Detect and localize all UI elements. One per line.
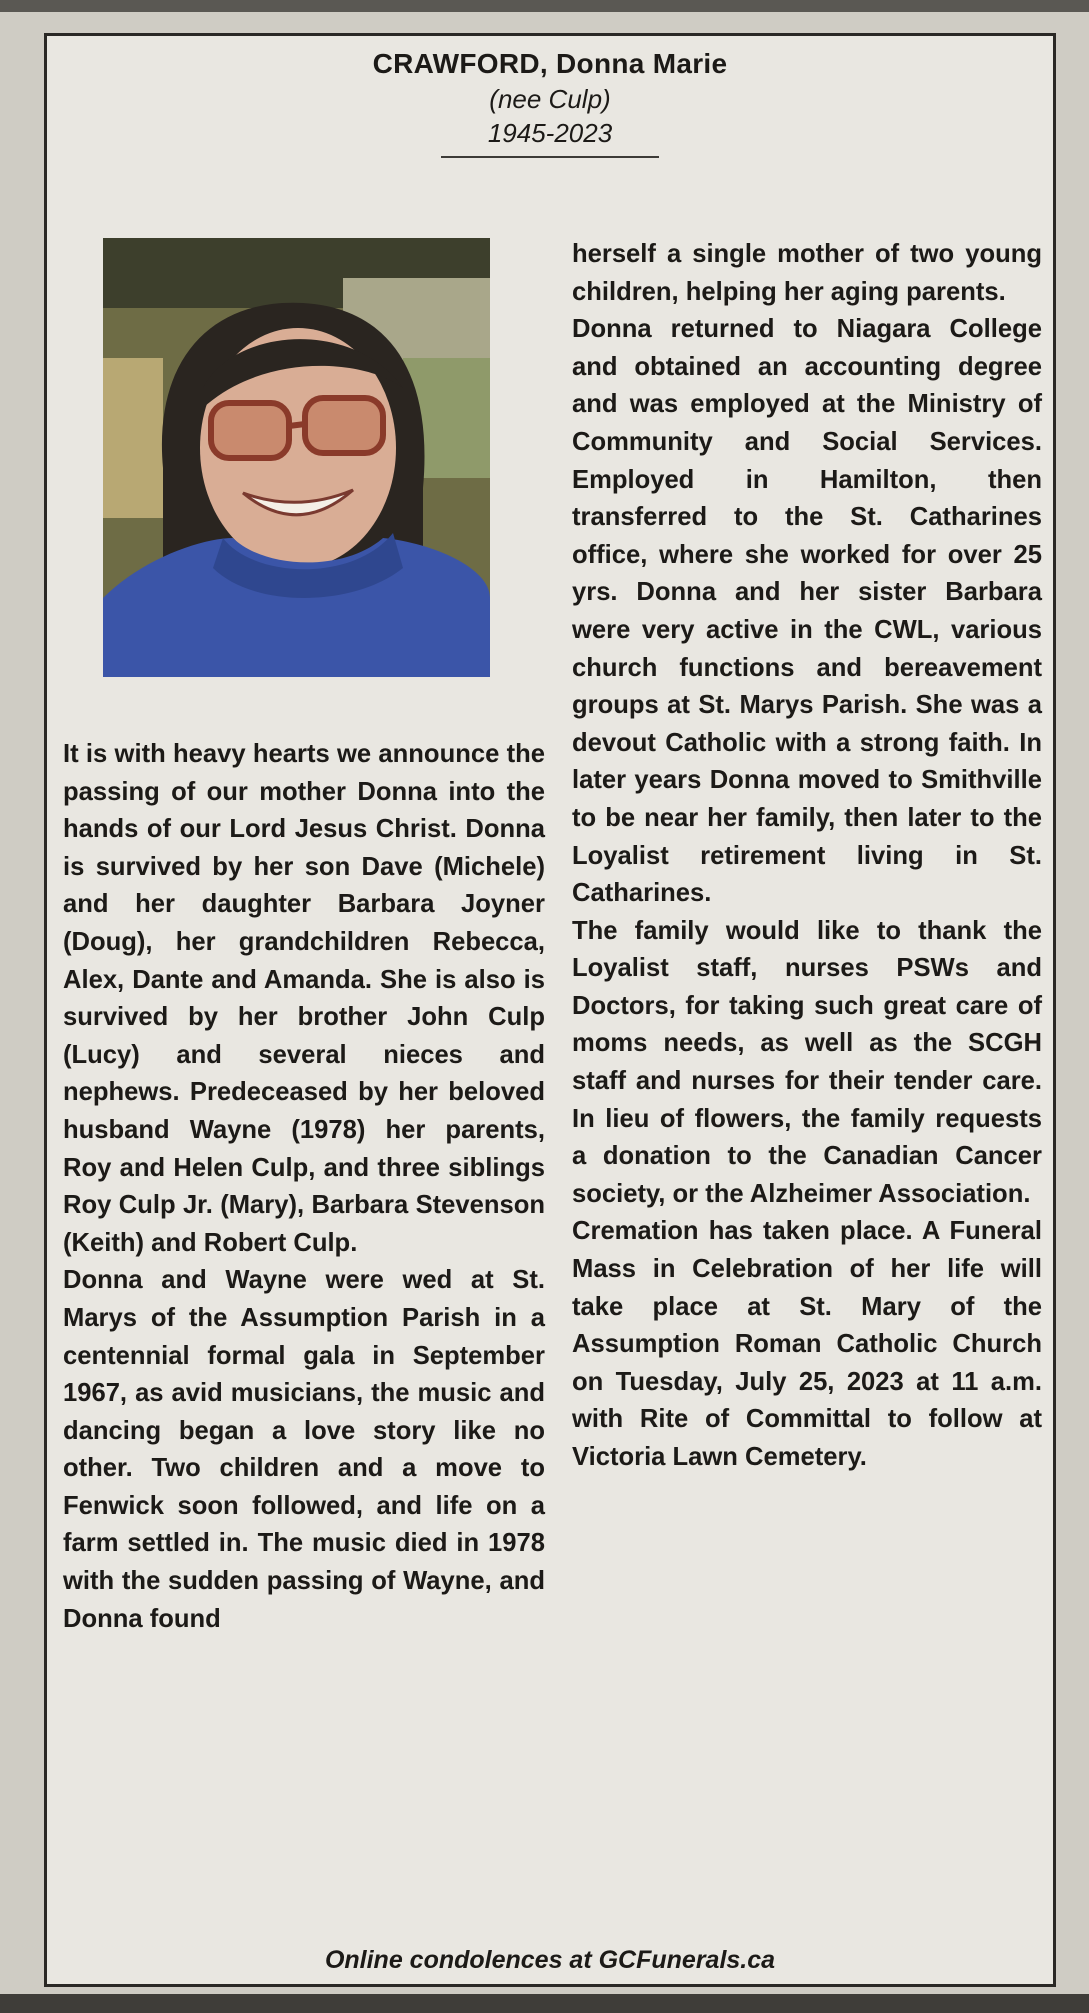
obituary-header [47,46,1053,158]
deceased-name: CRAWFORD, Donna Marie [372,48,728,79]
life-years: 1945-2023 [487,118,613,148]
obituary-notice [44,33,1056,1987]
obituary-paragraph: It is with heavy hearts we announce the passing of our mother Donna into the hands of our Lord Jesus Christ. Donna is survived by her son Dave (Michele) and her daughter Barbara Joyner (Doug), her grandchildren Rebecca, Alex, Dante and Amanda. She is also is survived by her brother John Culp (Lucy) and several nieces and nephews. Predeceased by her beloved husband Wayne (1978) her parents, Roy and Helen Culp, and three siblings Roy Culp Jr. (Mary), Barbara Stevenson (Keith) and Robert Culp. [63,740,545,1257]
obituary-column-left [63,736,545,1638]
page-top-strip [0,0,1089,12]
maiden-name: (nee Culp) [489,84,611,114]
page-bottom-strip [0,1994,1089,2013]
obituary-paragraph: Donna returned to Niagara College and obtained an accounting degree and was employed at the Ministry of Community and Social Services. Employed in Hamilton, then transferred to the St. Catharines office, where she worked for over 25 yrs. Donna and her sister Barbara were very active in the CWL, various church functions and bereavement groups at St. Marys Parish. She was a devout Catholic with a strong faith. In later years Donna moved to Smithville to be near her family, then later to the Loyalist retirement living in St. Catharines. [572,315,1042,908]
obituary-paragraph: herself a single mother of two young children, helping her aging parents. [572,240,1042,306]
portrait-photo [103,238,490,677]
obituary-paragraph: Donna and Wayne were wed at St. Marys of the Assumption Parish in a centennial formal gala in September 1967, as avid musicians, the music and dancing began a love story like no other. Two children and a move to Fenwick soon followed, and life on a farm settled in. The music died in 1978 with the sudden passing of Wayne, and Donna found [63,1266,545,1633]
header-divider [441,156,659,158]
obituary-paragraph: The family would like to thank the Loyalist staff, nurses PSWs and Doctors, for taking such great care of moms needs, as well as the SCGH staff and nurses for their tender care. In lieu of flowers, the family requests a donation to the Canadian Cancer society, or the Alzheimer Association. [572,916,1042,1208]
obituary-column-right [572,236,1042,1477]
obituary-paragraph: Cremation has taken place. A Funeral Mass in Celebration of her life will take place at St. Mary of the Assumption Roman Catholic Church on Tuesday, July 25, 2023 at 11 a.m. with Rite of Committal to follow at Victoria Lawn Cemetery. [572,1217,1042,1471]
condolences-footer: Online condolences at GCFunerals.ca [324,1946,776,1974]
